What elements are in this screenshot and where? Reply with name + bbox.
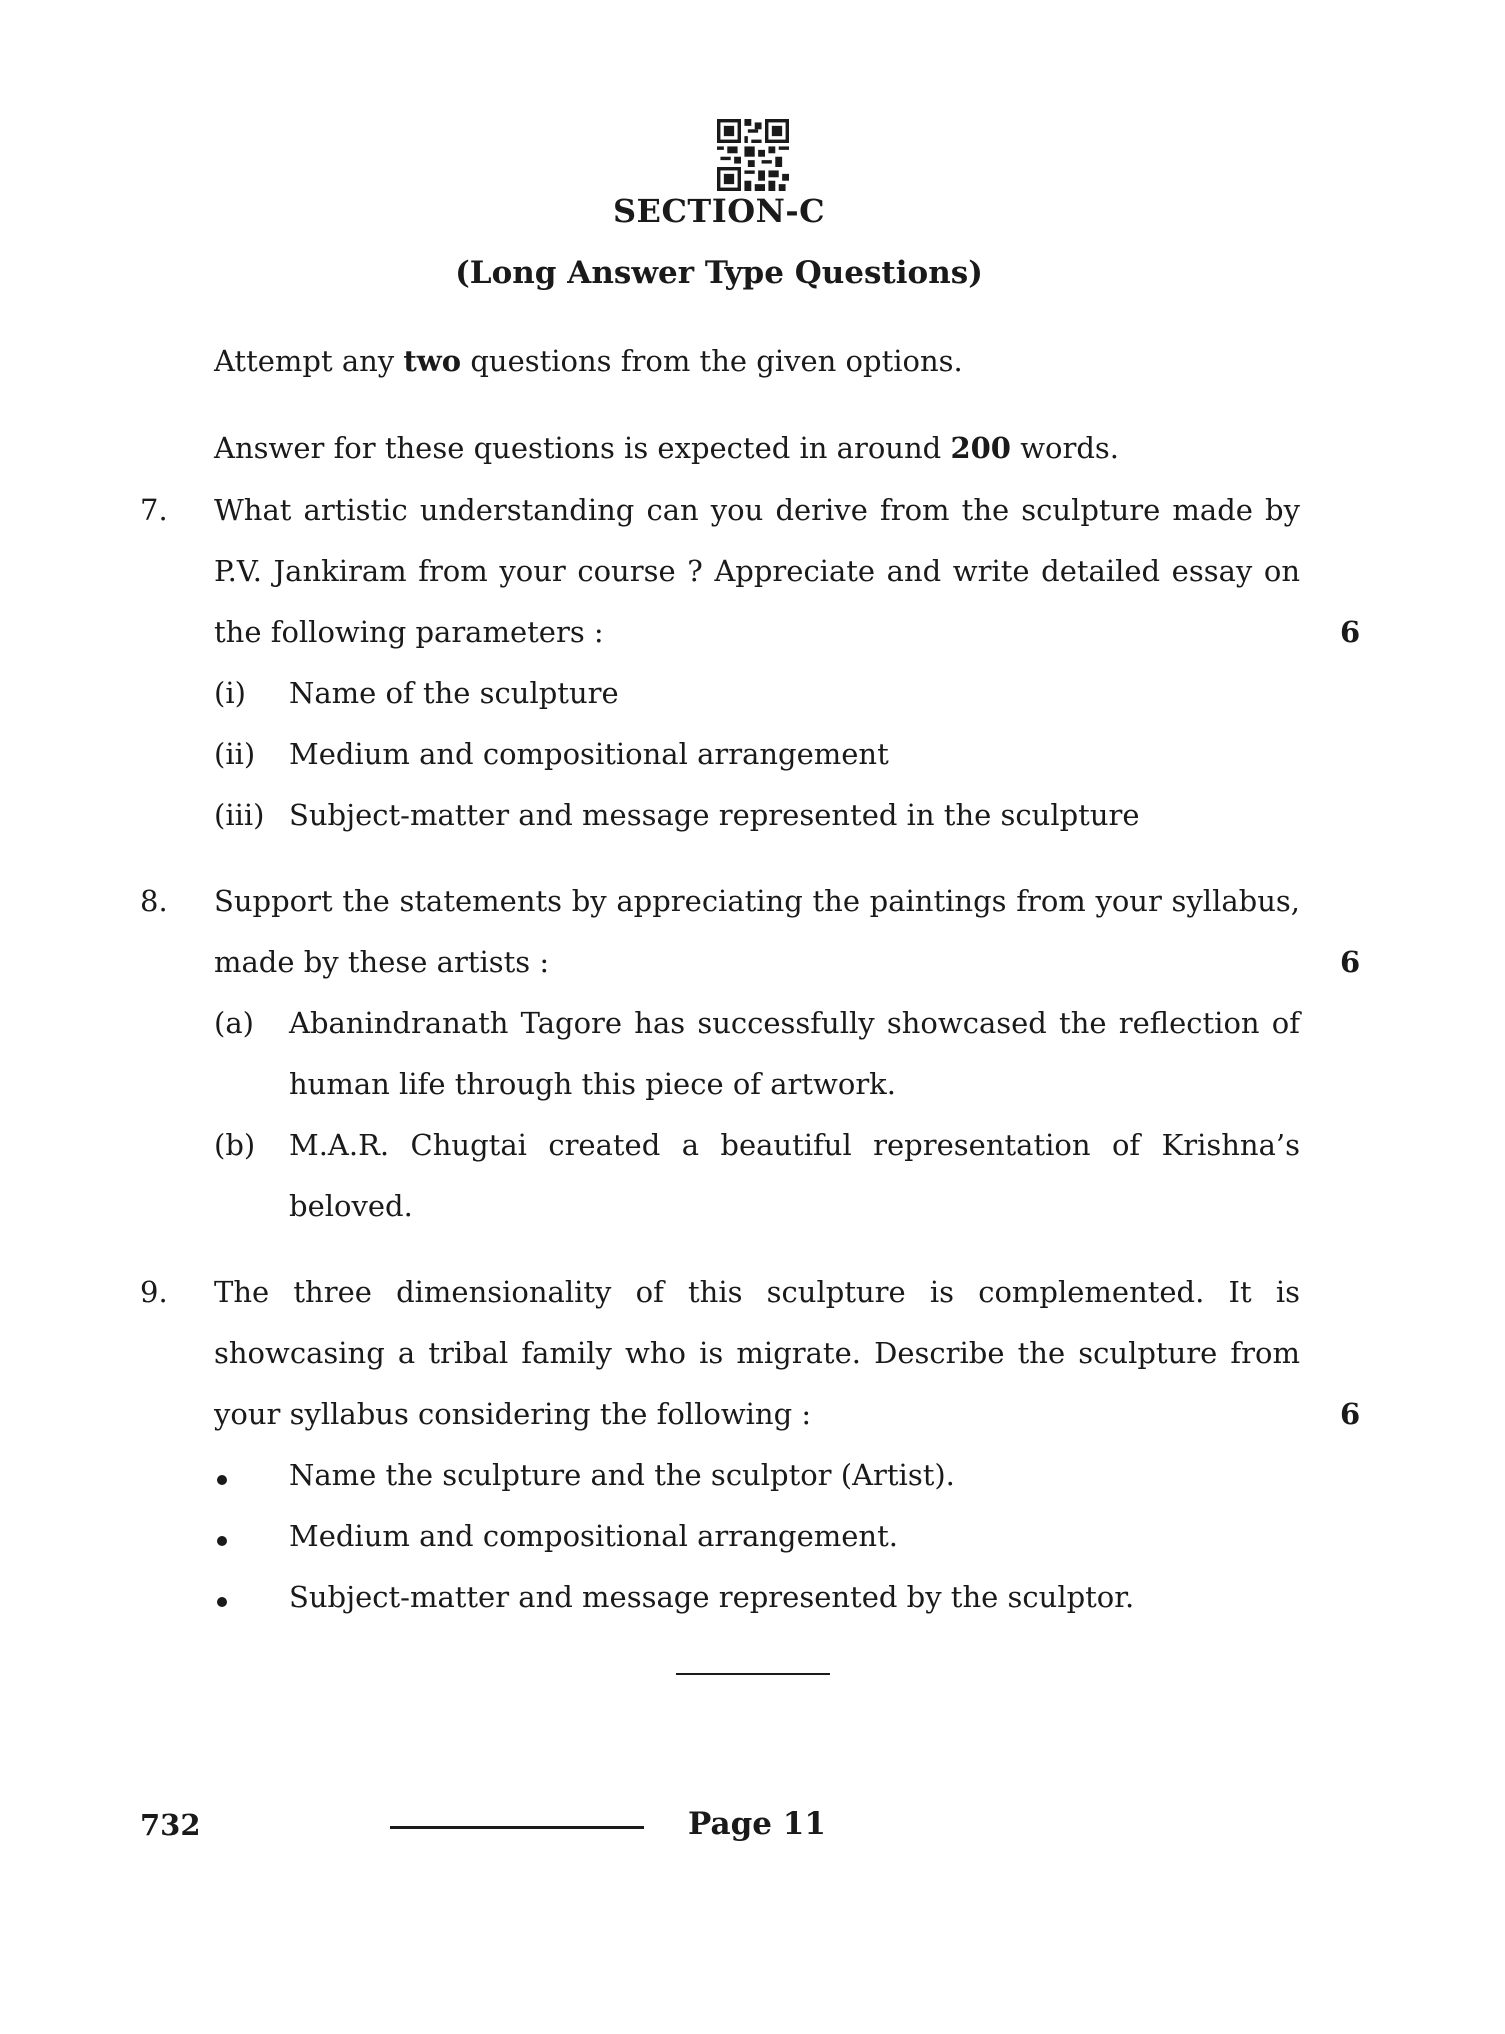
item-text: Medium and compositional arrangement.	[289, 1519, 898, 1553]
instruction-text: Answer for these questions is expected in around	[214, 431, 951, 465]
item-text: M.A.R. Chugtai created a beautiful representation of Krishna’s	[289, 1128, 1300, 1162]
item-text: Subject-matter and message represented by the sculptor.	[289, 1580, 1135, 1614]
instruction-emphasis: 200	[950, 431, 1011, 465]
footer-divider	[390, 1826, 644, 1829]
item-label: (ii)	[214, 737, 256, 771]
bullet-icon	[217, 1536, 227, 1546]
question-number: 9.	[140, 1275, 168, 1309]
question-text-line: P.V. Jankiram from your course ? Appreciate and write detailed essay on	[214, 554, 1300, 588]
question-text-line: your syllabus considering the following :	[214, 1397, 812, 1431]
page-number: Page 11	[688, 1806, 826, 1842]
item-text: Name the sculpture and the sculptor (Artist).	[289, 1458, 955, 1492]
item-text: Abanindranath Tagore has successfully showcased the reflection of	[289, 1006, 1300, 1040]
item-text: beloved.	[289, 1189, 413, 1223]
item-label: (b)	[214, 1128, 256, 1162]
paper-code: 732	[140, 1808, 201, 1842]
question-text-line: What artistic understanding can you derive from the sculpture made by	[214, 493, 1300, 527]
bullet-icon	[217, 1475, 227, 1485]
instruction-text: words.	[1010, 431, 1120, 465]
question-marks: 6	[1340, 615, 1361, 649]
section-title: SECTION-C	[612, 192, 826, 230]
item-label: (a)	[214, 1006, 254, 1040]
question-number: 7.	[140, 493, 168, 527]
question-text-line: made by these artists :	[214, 945, 550, 979]
item-text: Subject-matter and message represented in the sculpture	[289, 798, 1140, 832]
instruction-emphasis: two	[403, 344, 462, 378]
item-text: Name of the sculpture	[289, 676, 619, 710]
question-marks: 6	[1340, 1397, 1361, 1431]
instruction-text: Attempt any	[214, 344, 404, 378]
end-divider	[676, 1673, 830, 1675]
bullet-icon	[217, 1597, 227, 1607]
item-label: (i)	[214, 676, 246, 710]
qr-code-icon	[717, 119, 789, 191]
question-text-line: the following parameters :	[214, 615, 604, 649]
instruction-attempt	[214, 341, 963, 381]
instruction-text: questions from the given options.	[461, 344, 963, 378]
instruction-length	[214, 428, 1119, 468]
question-number: 8.	[140, 884, 168, 918]
question-text-line: The three dimensionality of this sculpture is complemented. It is	[214, 1275, 1300, 1309]
question-text-line: Support the statements by appreciating the paintings from your syllabus,	[214, 884, 1300, 918]
item-text: Medium and compositional arrangement	[289, 737, 889, 771]
item-text: human life through this piece of artwork.	[289, 1067, 896, 1101]
question-marks: 6	[1340, 945, 1361, 979]
item-label: (iii)	[214, 798, 265, 832]
question-text-line: showcasing a tribal family who is migrate. Describe the sculpture from	[214, 1336, 1300, 1370]
section-subtitle: (Long Answer Type Questions)	[455, 255, 983, 291]
